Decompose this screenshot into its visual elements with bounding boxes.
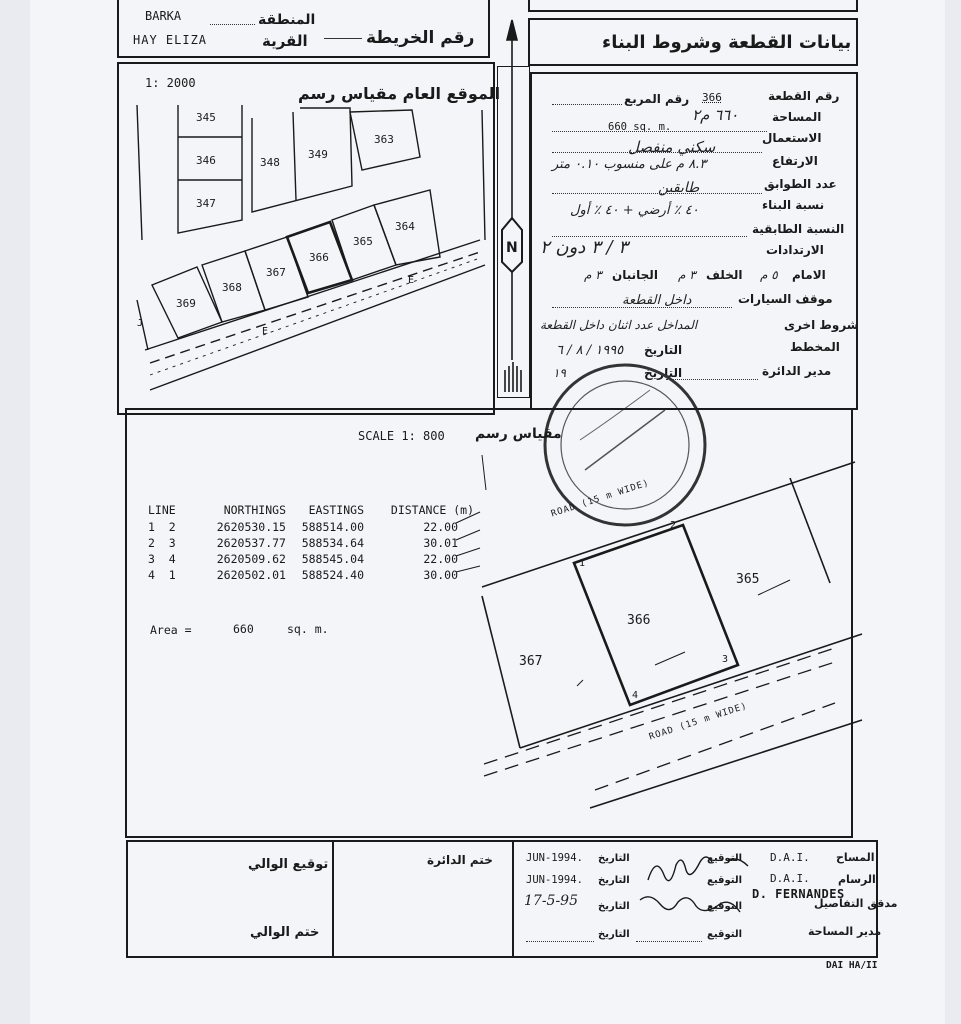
- table-row: [148, 567, 474, 583]
- plot-label-365: 365: [353, 235, 373, 248]
- village-value: HAY ELIZA: [133, 33, 208, 47]
- checker-sign: D. FERNANDES: [752, 887, 845, 901]
- row-line: 4 1: [148, 568, 176, 582]
- dept-stamp-label: ختم الدائرة: [427, 853, 493, 867]
- site-plan-scale: SCALE 1: 800: [358, 429, 445, 443]
- row-distance: 30.00: [423, 568, 458, 582]
- road-mark-e1: E: [408, 275, 415, 286]
- corner-4: 4: [632, 690, 639, 701]
- use-value: سكني منفصل: [628, 138, 716, 156]
- plot-label-364: 364: [395, 220, 415, 233]
- area-value: 660 sq. m.: [608, 121, 672, 133]
- location-map-title: الموقع العام مقياس رسم: [298, 84, 501, 103]
- region-value: BARKA: [145, 9, 182, 23]
- date-value: ١٩٩٥ / ٨ / ٦: [556, 343, 624, 358]
- sign-label-1: التوقيع: [707, 853, 742, 864]
- header-right-box: [528, 0, 858, 12]
- date-value-1: JUN-1994.: [526, 852, 583, 864]
- table-row: [148, 519, 474, 535]
- front-label: الامام: [792, 268, 826, 282]
- height-label: الارتفاع: [772, 154, 818, 168]
- area-label: المساحة: [772, 110, 822, 124]
- header-northings: NORTHINGS: [223, 503, 286, 517]
- footer-ref: DAI HA/II: [826, 960, 878, 971]
- sign-dots-4: [636, 941, 702, 942]
- svg-text:N: N: [506, 240, 518, 256]
- sign-label-3: التوقيع: [707, 901, 742, 912]
- row-distance: 30.01: [423, 536, 458, 550]
- director-date-label: التاريخ: [644, 366, 683, 380]
- edge-mark: J: [137, 318, 144, 329]
- plot-label-369: 369: [176, 297, 196, 310]
- floors-value: طابقين: [658, 180, 700, 196]
- area-summary-unit: sq. m.: [287, 622, 329, 636]
- sig-divider-2: [512, 840, 514, 958]
- building-ratio-label: نسبة البناء: [762, 198, 825, 212]
- header-line: LINE: [148, 503, 176, 517]
- row-northings: 2620509.62: [216, 552, 286, 566]
- table-row: [148, 535, 474, 551]
- plot-no-value: 366: [702, 91, 722, 104]
- row-eastings: 588534.64: [301, 536, 364, 550]
- row-line: 3 4: [148, 552, 176, 566]
- row-northings: 2620537.77: [216, 536, 286, 550]
- map-no-label: رقم الخريطة: [366, 28, 475, 48]
- plot-left-label: 367: [519, 654, 543, 669]
- parking-label: موقف السيارات: [738, 292, 833, 306]
- other-label: شروط اخرى: [784, 318, 859, 332]
- date-label: التاريخ: [644, 343, 683, 357]
- panel-title: بيانات القطعة وشروط البناء: [602, 32, 852, 53]
- building-ratio-value: ٤٠ ٪ أرضي + ٤٠ ٪ أول: [570, 203, 699, 218]
- plot-label-345: 345: [196, 111, 216, 124]
- planner-label: المخطط: [790, 340, 840, 354]
- plot-label-348: 348: [260, 156, 280, 169]
- sign-label-2: التوقيع: [707, 875, 742, 886]
- area-summary-label: Area =: [150, 623, 192, 637]
- row-distance: 22.00: [423, 520, 458, 534]
- row-eastings: 588524.40: [301, 568, 364, 582]
- square-no-dots: [552, 104, 622, 105]
- sig-divider-1: [332, 840, 334, 958]
- plot-label-366: 366: [309, 251, 329, 264]
- director-dots: [666, 379, 758, 380]
- region-label: المنطقة: [258, 12, 316, 28]
- parking-value: داخل القطعة: [622, 293, 692, 308]
- front-value: ٥ م: [760, 268, 778, 282]
- drafter-label: الرسام: [838, 873, 876, 886]
- row-northings: 2620502.01: [216, 568, 286, 582]
- setbacks-hand: ٣ / ٣ دون ٢: [540, 237, 628, 258]
- area-dots: [552, 131, 767, 132]
- corner-1: 1: [579, 558, 586, 569]
- drafter-sign: D.A.I.: [770, 872, 810, 885]
- plot-label-363: 363: [374, 133, 394, 146]
- checker-label: مدقق التفاصيل: [814, 897, 898, 910]
- survey-director-label: مدير المساحة: [808, 925, 882, 938]
- road-mark-e2: E: [262, 326, 269, 337]
- director-label: مدير الدائرة: [762, 364, 832, 378]
- row-distance: 22.00: [423, 552, 458, 566]
- floors-dots: [552, 193, 762, 194]
- row-line: 1 2: [148, 520, 176, 534]
- row-northings: 2620530.15: [216, 520, 286, 534]
- area-hand: ٦٦٠ م٢: [692, 106, 739, 124]
- date-label-3: التاريخ: [598, 901, 630, 912]
- governor-sig-label: توقيع الوالي: [248, 857, 329, 872]
- row-eastings: 588514.00: [301, 520, 364, 534]
- surveyor-sign: D.A.I.: [770, 851, 810, 864]
- back-label: الخلف: [706, 268, 743, 282]
- road-label-bottom: ROAD (15 m WIDE): [648, 701, 749, 743]
- surveyor-label: المساح: [836, 851, 875, 864]
- village-label: القرية: [262, 32, 308, 50]
- date-label-1: التاريخ: [598, 853, 630, 864]
- table-row: [148, 551, 474, 567]
- square-no-label: رقم المربع: [624, 92, 690, 106]
- north-arrow-frame: [497, 66, 530, 398]
- date-label-2: التاريخ: [598, 875, 630, 886]
- plot-right-label: 365: [736, 572, 760, 587]
- map-no-line: [324, 38, 362, 39]
- use-dots: [552, 152, 762, 153]
- floors-label: عدد الطوابق: [764, 177, 837, 191]
- date-value-3: 17-5-95: [524, 893, 578, 909]
- row-line: 2 3: [148, 536, 176, 550]
- floor-ratio-label: النسبة الطابقية: [752, 222, 845, 236]
- use-label: الاستعمال: [762, 131, 822, 145]
- road-label-top: ROAD (15 m WIDE): [550, 478, 651, 520]
- sides-label: الجانبان: [612, 268, 658, 282]
- date-dots-4: [526, 941, 594, 942]
- site-plan-scale-label: مقياس رسم: [475, 426, 562, 442]
- plot-label-346: 346: [196, 154, 216, 167]
- plot-no-label: رقم القطعة: [768, 89, 840, 103]
- row-eastings: 588545.04: [301, 552, 364, 566]
- region-dots: [210, 24, 255, 25]
- plot-center-label: 366: [627, 613, 651, 628]
- governor-stamp-label: ختم الوالي: [250, 925, 320, 940]
- plot-label-347: 347: [196, 197, 216, 210]
- coordinates-header: [148, 502, 474, 518]
- parking-dots: [552, 307, 732, 308]
- header-eastings: EASTINGS: [308, 503, 364, 517]
- area-summary-value: 660: [233, 622, 254, 636]
- location-map-panel: [117, 62, 495, 415]
- setbacks-label: الارتدادات: [766, 243, 824, 257]
- plot-label-368: 368: [222, 281, 242, 294]
- director-date-prefix: ١٩: [553, 366, 566, 380]
- corner-3: 3: [722, 654, 729, 665]
- corner-2: 2: [670, 520, 677, 531]
- header-distance: DISTANCE (m): [390, 503, 474, 517]
- plot-label-367: 367: [266, 266, 286, 279]
- back-value: ٣ م: [678, 268, 696, 282]
- sides-value: ٣ م: [584, 268, 602, 282]
- date-value-2: JUN-1994.: [526, 874, 583, 886]
- coordinates-table: [148, 502, 474, 583]
- date-label-4: التاريخ: [598, 929, 630, 940]
- other-value: المداخل عدد اثنان داخل القطعة: [540, 318, 698, 332]
- sign-label-4: التوقيع: [707, 929, 742, 940]
- location-map-scale: 1: 2000: [145, 76, 196, 90]
- height-value: ٨.٣ م على منسوب ٠.١٠ متر: [552, 157, 707, 172]
- plot-label-349: 349: [308, 148, 328, 161]
